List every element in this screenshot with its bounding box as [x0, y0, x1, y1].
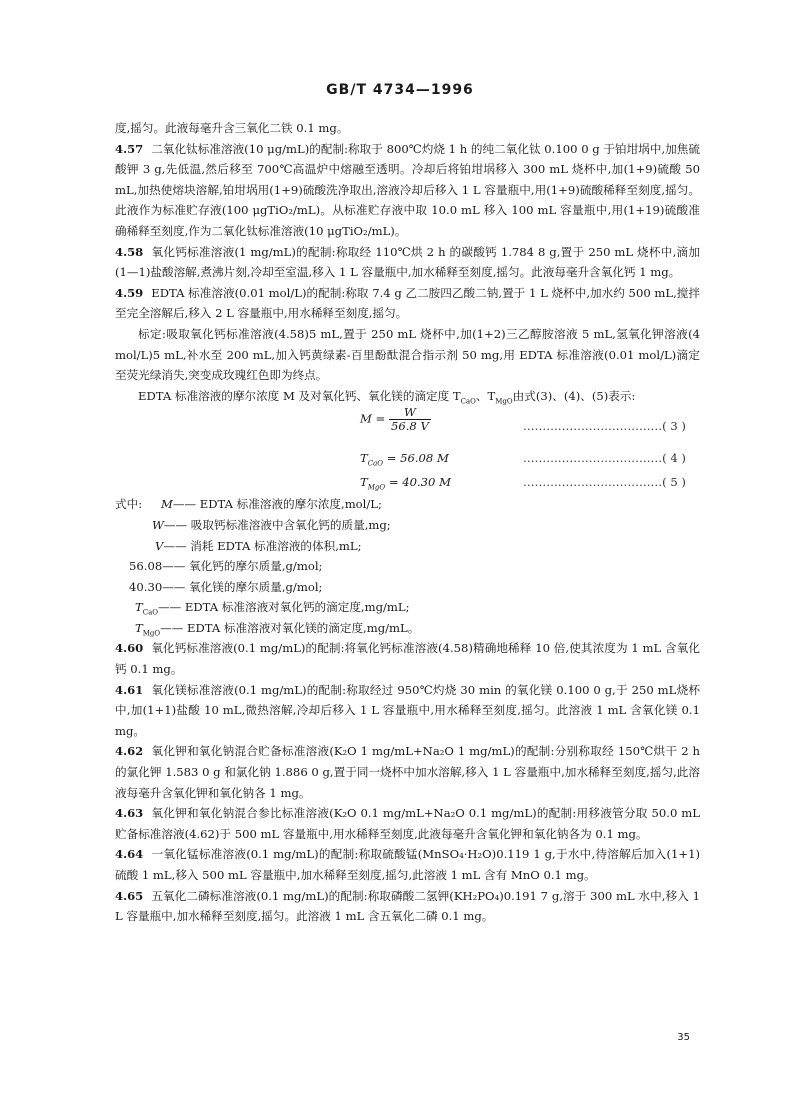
section-4-62 [115, 741, 700, 803]
formula-intro-part: EDTA 标准溶液的摩尔浓度 M 及对氧化钙、氧化镁的滴定度 T [138, 388, 461, 403]
leader-dots: ……………………………… [523, 475, 663, 490]
definition-row [115, 556, 700, 577]
formula-expression [360, 448, 449, 469]
definition-text [129, 556, 322, 577]
numerator: W [389, 406, 431, 420]
formula-intro-part: 由式(3)、(4)、(5)表示: [512, 388, 636, 403]
section-4-64 [115, 844, 700, 885]
formula-intro-part: 、T [475, 388, 496, 403]
section-number: 4.58 [115, 244, 144, 259]
equation-number: ( 4 ) [662, 451, 686, 466]
section-number: 4.61 [115, 682, 144, 697]
section-4-61 [115, 680, 700, 742]
formula-symbol: T [360, 451, 368, 466]
symbol: M [161, 497, 173, 512]
definition: —— 氧化钙的摩尔质量,g/mol; [162, 559, 323, 574]
section-text: 氧化钾和氧化钠混合贮备标准溶液(K₂O 1 mg/mL+Na₂O 1 mg/mL)的配制:分别称取经 150℃烘干 2 h 的氯化钾 1.583 0 g 和氯化钠 1.886 0 g,置于同一烧杯中加水溶解,移入 1 L 容量瓶中,加水稀释至刻度,摇匀,此溶液每毫升含氧化钾和氧化钠各 1 mg。 [115, 744, 700, 800]
section-text: 一氧化锰标准溶液(0.1 mg/mL)的配制:称取硫酸锰(MnSO₄·H₂O)0.119 1 g,于水中,待溶解后加入(1+1)硫酸 1 mL,移入 500 mL 容量瓶中,加水稀释至刻度,摇匀,此溶液 1 mL 含有 MnO 0.1 mg。 [115, 847, 700, 882]
formula-symbol: T [360, 475, 368, 490]
calibration-paragraph: 标定:吸取氧化钙标准溶液(4.58)5 mL,置于 250 mL 烧杯中,加(1+2)三乙醇胺溶液 5 mL,氢氧化钾溶液(4 mol/L)5 mL,补水至 200 mL,加入钙黄绿素-百里酚酞混合指示剂 50 mg,用 EDTA 标准溶液(0.01 mol/L)滴定至荧光绿消失,突变成玫瑰红色即为终点。 [115, 326, 700, 383]
where-lead: 式中: [115, 497, 143, 512]
symbol: 40.30 [129, 579, 163, 594]
formula-expression [360, 406, 431, 433]
definition: —— EDTA 标准溶液对氧化镁的滴定度,mg/mL。 [160, 620, 420, 635]
section-4-65 [115, 886, 700, 927]
definition-text [129, 577, 322, 598]
definition-text [135, 597, 410, 618]
section-4-57 [115, 139, 700, 242]
section-4-58 [115, 242, 700, 283]
section-text: 五氧化二磷标准溶液(0.1 mg/mL)的配制:称取磷酸二氢钾(KH₂PO₄)0.191 7 g,溶于 300 mL 水中,移入 1 L 容量瓶中,加水稀释至刻度,摇匀。此溶液 1 mL 含五氧化二磷 0.1 mg。 [115, 888, 700, 924]
symbol: V [155, 538, 164, 553]
section-text: 氧化镁标准溶液(0.1 mg/mL)的配制:称取经过 950℃灼烧 30 min 的氧化镁 0.100 0 g,于 250 mL烧杯中,加(1+1)盐酸 10 mL,微热溶解,冷却后移入 1 L 容量瓶中,用水稀释至刻度,摇匀。此溶液 1 mL 含氧化镁 0.1 mg。 [115, 682, 700, 738]
intro-line: 度,摇匀。此液每毫升含三氧化二铁 0.1 mg。 [115, 121, 349, 135]
formula-expression [360, 472, 451, 493]
definition-row [115, 515, 700, 536]
section-4-60 [115, 638, 700, 679]
section-text: 氧化钙标准溶液(1 mg/mL)的配制:称取经 110℃烘 2 h 的碳酸钙 1.784 8 g,置于 250 mL 烧杯中,滴加(1—1)盐酸溶解,煮沸片刻,冷却至室温,移入 1 L 容量瓶中,加水稀释至刻度,摇匀。此液每毫升含氧化钙 1 mg。 [115, 244, 700, 280]
definition: —— 消耗 EDTA 标准溶液的体积,mL; [163, 538, 362, 553]
section-number: 4.64 [115, 847, 144, 862]
formula-leader [523, 472, 686, 493]
section-number: 4.63 [115, 806, 144, 821]
formula-5 [115, 470, 700, 494]
subscript: MgO [495, 397, 513, 406]
definition: —— 氧化镁的摩尔质量,g/mol; [162, 579, 323, 594]
formula-leader [523, 448, 686, 469]
formula-rhs: = 40.30 M [388, 475, 451, 490]
section-number: 4.60 [115, 641, 144, 656]
document-body [115, 118, 700, 927]
section-number: 4.59 [115, 285, 144, 300]
definition-row [115, 618, 700, 639]
symbol: W [152, 517, 164, 532]
definition-text [152, 515, 391, 536]
formula-intro [115, 386, 700, 407]
section-text: 二氧化钛标准溶液(10 μg/mL)的配制:称取于 800℃灼烧 1 h 的纯二氧化钛 0.100 0 g 于铂坩埚中,加焦硫酸钾 3 g,先低温,然后移至 700℃高温炉中熔融至透明。冷却后将铂坩埚移入 300 mL 烧杯中,加(1+9)硫酸 50 mL,加热使熔块溶解,铂坩埚用(1+9)硫酸洗净取出,溶液冷却后移入 1 L 容量瓶中,用(1+9)硫酸稀释至刻度,摇匀。此液作为标准贮存液(100 μgTiO₂/mL)。从标准贮存液中取 10.0 mL 移入 100 mL 容量瓶中,用(1+19)硫酸准确稀释至刻度,作为二氧化钛标准溶液(10 μgTiO₂/mL)。 [115, 141, 700, 238]
page-number: 35 [677, 1032, 690, 1043]
definition: —— EDTA 标准溶液的摩尔浓度,mol/L; [172, 497, 382, 512]
definition-row [115, 536, 700, 557]
section-text: 氧化钾和氧化钠混合参比标准溶液(K₂O 0.1 mg/mL+Na₂O 0.1 mg/mL)的配制:用移液管分取 50.0 mL 贮备标准溶液(4.62)于 500 mL 容量瓶中,用水稀释至刻度,此液每毫升含氧化钾和氧化钠各为 0.1 mg。 [115, 806, 700, 841]
definition-row [115, 494, 700, 515]
denominator: 56.8 V [390, 419, 429, 434]
subscript: CaO [142, 608, 159, 617]
symbol: 56.08 [129, 559, 163, 574]
section-text: 氧化钙标准溶液(0.1 mg/mL)的配制:将氧化钙标准溶液(4.58)精确地稀释 10 倍,使其浓度为 1 mL 含氧化钙 0.1 mg。 [115, 641, 700, 677]
formula-4 [115, 446, 700, 470]
formula-leader [523, 416, 686, 437]
definition: —— 吸取钙标准溶液中含氧化钙的质量,mg; [163, 517, 391, 532]
definition-text [155, 536, 361, 557]
definition-text [135, 618, 419, 639]
definition-row [115, 577, 700, 598]
subscript: MgO [367, 483, 386, 492]
subscript: CaO [367, 459, 384, 468]
formula-3 [115, 406, 700, 446]
section-4-63 [115, 803, 700, 844]
standard-code-header: GB/T 4734—1996 [326, 82, 474, 98]
leader-dots: ……………………………… [523, 451, 663, 466]
subscript: MgO [142, 629, 161, 638]
definition-row [115, 597, 700, 618]
section-number: 4.65 [115, 888, 144, 903]
formula-lhs: M = [360, 411, 386, 426]
section-4-59 [115, 283, 700, 324]
formula-rhs: = 56.08 M [386, 451, 449, 466]
definition: —— EDTA 标准溶液对氧化钙的滴定度,mg/mL; [158, 600, 410, 615]
section-number: 4.57 [115, 141, 144, 156]
leader-dots: ……………………………… [523, 419, 663, 434]
fraction [389, 406, 431, 433]
definition-text [161, 494, 382, 515]
symbol: T [135, 620, 143, 635]
section-number: 4.62 [115, 744, 144, 759]
section-text: EDTA 标准溶液(0.01 mol/L)的配制:称取 7.4 g 乙二胺四乙酸二钠,置于 1 L 烧杯中,加水约 500 mL,搅拌至完全溶解后,移入 2 L 容量瓶中,用水稀释至刻度,摇匀。 [115, 285, 700, 321]
symbol: T [135, 600, 143, 615]
subscript: CaO [460, 397, 476, 406]
symbol-definitions [115, 494, 700, 638]
equation-number: ( 5 ) [662, 475, 686, 490]
equation-number: ( 3 ) [662, 419, 686, 434]
